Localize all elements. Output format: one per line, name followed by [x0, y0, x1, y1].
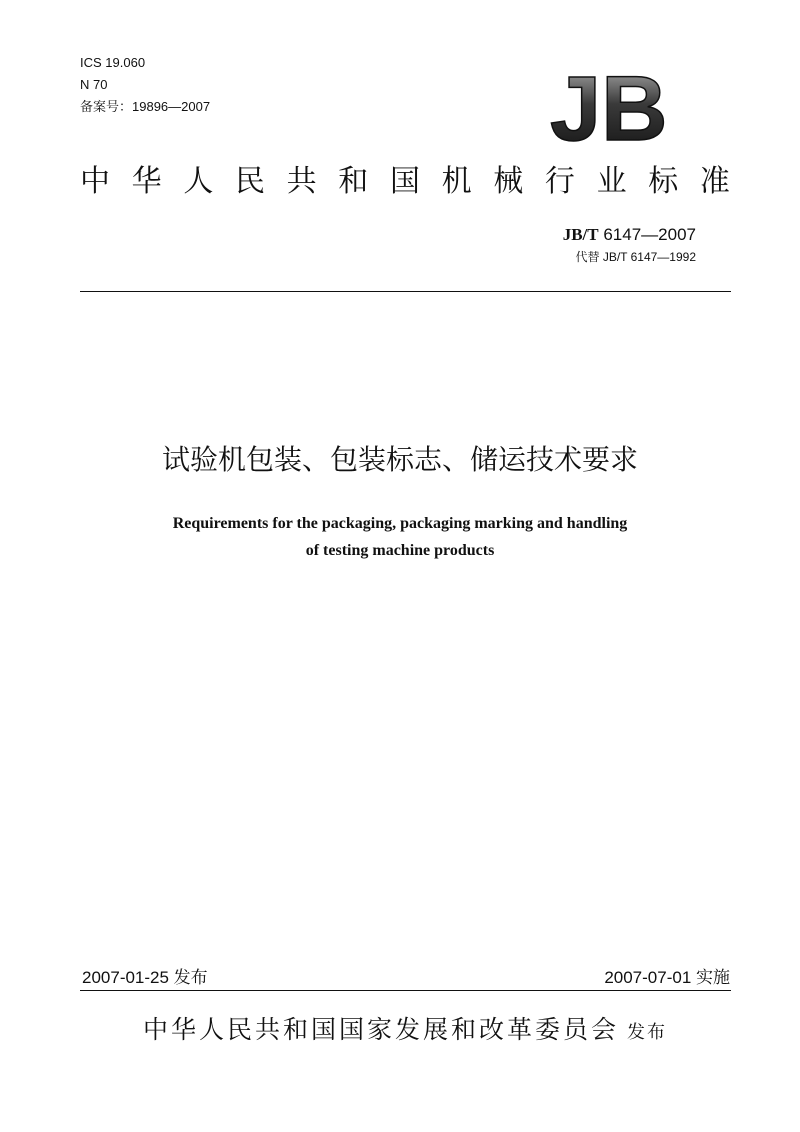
standard-prefix: JB/T — [562, 225, 599, 244]
footer-divider — [80, 990, 731, 991]
standard-category-char: 国 — [389, 164, 420, 199]
standard-category-char: 和 — [338, 164, 369, 199]
issuer — [80, 1010, 730, 1053]
standard-category-char: 准 — [699, 164, 730, 199]
standard-category-char: 业 — [596, 164, 627, 199]
standard-code: 6147—2007 — [598, 225, 696, 244]
standard-number — [400, 223, 696, 247]
standard-category-char: 行 — [544, 164, 575, 199]
standard-category-char: 机 — [441, 164, 472, 199]
implementation-date: 2007-07-01 实施 — [604, 968, 730, 987]
standard-category-char: 械 — [493, 164, 524, 199]
ics-code: ICS 19.060 — [80, 55, 146, 70]
header-divider — [80, 291, 731, 292]
english-title-line1: Requirements for the packaging, packaging marking and handling — [172, 515, 628, 532]
standard-category-char: 民 — [234, 164, 265, 199]
standard-category-char: 中 — [80, 164, 110, 199]
standard-category-char: 标 — [648, 164, 679, 199]
replaces-standard: 代替 JB/T 6147—1992 — [575, 250, 696, 264]
issuer-action: 发布 — [627, 1022, 667, 1043]
filing-number: 备案号：19896—2007 — [80, 99, 211, 114]
issuer-name: 中华人民共和国国家发展和改革委员会 — [142, 1015, 619, 1044]
svg-text:JB: JB — [550, 60, 668, 146]
english-title-line2: of testing machine products — [305, 542, 495, 559]
jb-logo — [548, 60, 698, 146]
issue-date: 2007-01-25 发布 — [82, 968, 208, 987]
standard-category-char: 华 — [131, 164, 162, 199]
standard-category-char: 共 — [286, 164, 317, 199]
chinese-title: 试验机包装、包装标志、储运技术要求 — [161, 443, 638, 476]
ccs-code: N 70 — [80, 77, 108, 92]
standard-category-title — [80, 160, 730, 204]
standard-category-char: 人 — [183, 164, 214, 199]
